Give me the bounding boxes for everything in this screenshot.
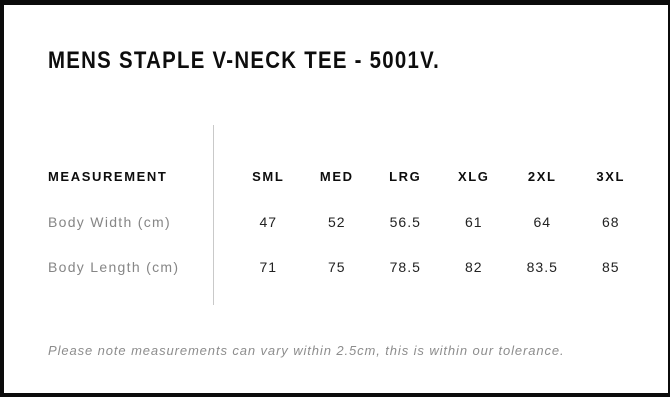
size-header-3xl: 3XL [596,169,626,184]
size-value-cell: 82 [464,258,483,275]
row-value-cells [213,214,645,230]
size-header-cells [213,169,645,184]
size-header-2xl: 2XL [527,169,557,184]
size-value-cell: 56.5 [389,213,421,230]
size-header-lrg: LRG [389,169,422,184]
table-header-row [48,154,645,199]
size-chart-table [48,154,645,289]
table-row-body-width [48,199,645,244]
row-label: Body Length (cm) [48,258,180,275]
size-value-cell: 64 [533,213,552,230]
page-title: MENS STAPLE V-NECK TEE - 5001V. [48,47,441,74]
size-value-cell: 61 [464,213,483,230]
size-value-cell: 75 [327,258,346,275]
row-label: Body Width (cm) [48,213,171,230]
size-value-cell: 78.5 [389,258,421,275]
size-header-sml: SML [252,169,285,184]
size-value-cell: 85 [601,258,620,275]
table-row-body-length [48,244,645,289]
row-value-cells [213,259,645,275]
size-value-cell: 52 [327,213,346,230]
size-value-cell: 47 [259,213,278,230]
size-value-cell: 83.5 [526,258,558,275]
size-header-med: MED [319,169,354,184]
size-header-xlg: XLG [457,169,490,184]
measurement-column-header: MEASUREMENT [48,169,168,184]
tolerance-note: Please note measurements can vary within 2.5cm, this is within our tolerance. [48,343,565,358]
size-value-cell: 71 [259,258,278,275]
size-value-cell: 68 [601,213,620,230]
